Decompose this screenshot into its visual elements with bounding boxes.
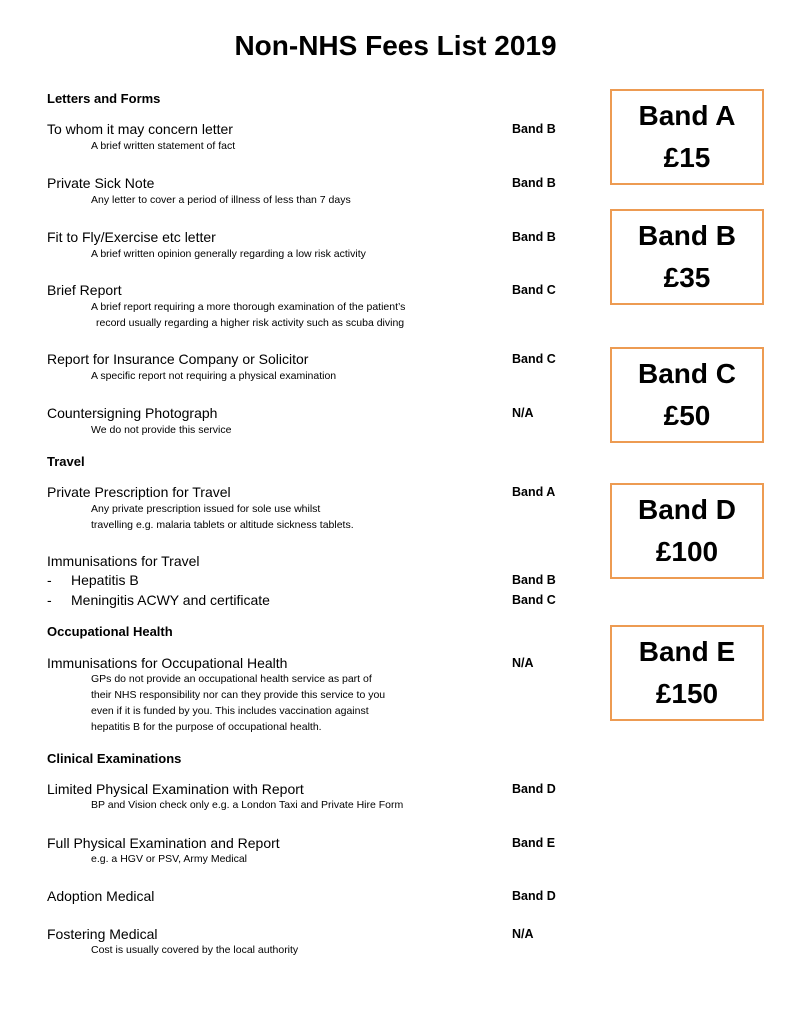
item-title-concern-letter: To whom it may concern letter [47, 121, 233, 137]
band-box-price: £35 [663, 262, 711, 293]
section-occupational-health: Occupational Health [47, 624, 173, 639]
item-title-adoption: Adoption Medical [47, 888, 155, 904]
item-desc-brief-report-line2: record usually regarding a higher risk activity such as scuba diving [96, 317, 405, 329]
item-band-brief-report: Band C [512, 283, 556, 297]
item-title-travel-immunisations: Immunisations for Travel [47, 553, 200, 569]
band-box-c [610, 347, 764, 443]
band-box-price: £50 [663, 400, 711, 431]
section-letters-and-forms: Letters and Forms [47, 91, 161, 106]
section-travel: Travel [47, 454, 85, 469]
item-band-fit-to-fly: Band B [512, 230, 556, 244]
band-box-e [610, 625, 764, 721]
band-box-a [610, 89, 764, 185]
item-title-sick-note: Private Sick Note [47, 175, 155, 191]
item-band-limited-exam: Band D [512, 782, 556, 796]
item-title-countersigning: Countersigning Photograph [47, 405, 218, 421]
item-band-insurance-report: Band C [512, 352, 556, 366]
item-desc-insurance-report: A specific report not requiring a physical examination [91, 370, 337, 382]
item-desc-countersigning: We do not provide this service [91, 424, 232, 436]
band-box-name: Band D [638, 494, 736, 525]
item-desc-occupational-line3: even if it is funded by you. This includes vaccination against [91, 705, 369, 717]
page-title: Non-NHS Fees List 2019 [234, 30, 557, 61]
item-desc-concern-letter: A brief written statement of fact [91, 140, 236, 152]
subitem-dash: - [47, 572, 52, 588]
subitem-label-hepatitis-b: Hepatitis B [71, 572, 139, 588]
item-desc-private-prescription-line1: Any private prescription issued for sole use whilst [91, 503, 321, 515]
section-clinical-examinations: Clinical Examinations [47, 751, 182, 766]
item-title-fostering: Fostering Medical [47, 926, 158, 942]
band-box-name: Band A [638, 100, 736, 131]
item-title-insurance-report: Report for Insurance Company or Solicitor [47, 351, 309, 367]
item-desc-full-exam: e.g. a HGV or PSV, Army Medical [91, 853, 248, 865]
item-title-full-exam: Full Physical Examination and Report [47, 835, 280, 851]
item-band-full-exam: Band E [512, 836, 556, 850]
item-band-private-prescription: Band A [512, 485, 556, 499]
subitem-dash: - [47, 592, 52, 608]
subitem-band-meningitis: Band C [512, 593, 556, 607]
item-band-fostering: N/A [512, 927, 534, 941]
band-box-d [610, 483, 764, 579]
item-desc-occupational-line1: GPs do not provide an occupational health service as part of [91, 673, 372, 685]
band-box-name: Band B [638, 220, 736, 251]
item-desc-brief-report-line1: A brief report requiring a more thorough examination of the patient’s [91, 301, 406, 313]
item-title-limited-exam: Limited Physical Examination with Report [47, 781, 304, 797]
item-desc-sick-note: Any letter to cover a period of illness of less than 7 days [91, 194, 351, 206]
subitem-band-hepatitis-b: Band B [512, 573, 556, 587]
band-box-price: £100 [655, 536, 719, 567]
band-box-b [610, 209, 764, 305]
item-band-concern-letter: Band B [512, 122, 556, 136]
item-desc-limited-exam: BP and Vision check only e.g. a London Taxi and Private Hire Form [91, 799, 404, 811]
band-box-name: Band C [638, 358, 736, 389]
item-title-occupational-immunisations: Immunisations for Occupational Health [47, 655, 288, 671]
item-band-sick-note: Band B [512, 176, 556, 190]
item-title-brief-report: Brief Report [47, 282, 122, 298]
item-title-fit-to-fly: Fit to Fly/Exercise etc letter [47, 229, 216, 245]
item-desc-fit-to-fly: A brief written opinion generally regarding a low risk activity [91, 248, 366, 260]
subitem-label-meningitis: Meningitis ACWY and certificate [71, 592, 270, 608]
band-box-price: £15 [663, 142, 711, 173]
band-box-price: £150 [655, 678, 719, 709]
item-desc-occupational-line2: their NHS responsibility nor can they provide this service to you [91, 689, 386, 701]
item-desc-fostering: Cost is usually covered by the local authority [91, 944, 299, 956]
item-title-private-prescription: Private Prescription for Travel [47, 484, 231, 500]
item-band-occupational-immunisations: N/A [512, 656, 534, 670]
band-box-name: Band E [638, 636, 736, 667]
item-desc-private-prescription-line2: travelling e.g. malaria tablets or altitude sickness tablets. [91, 519, 354, 531]
item-desc-occupational-line4: hepatitis B for the purpose of occupational health. [91, 721, 322, 733]
item-band-adoption: Band D [512, 889, 556, 903]
item-band-countersigning: N/A [512, 406, 534, 420]
